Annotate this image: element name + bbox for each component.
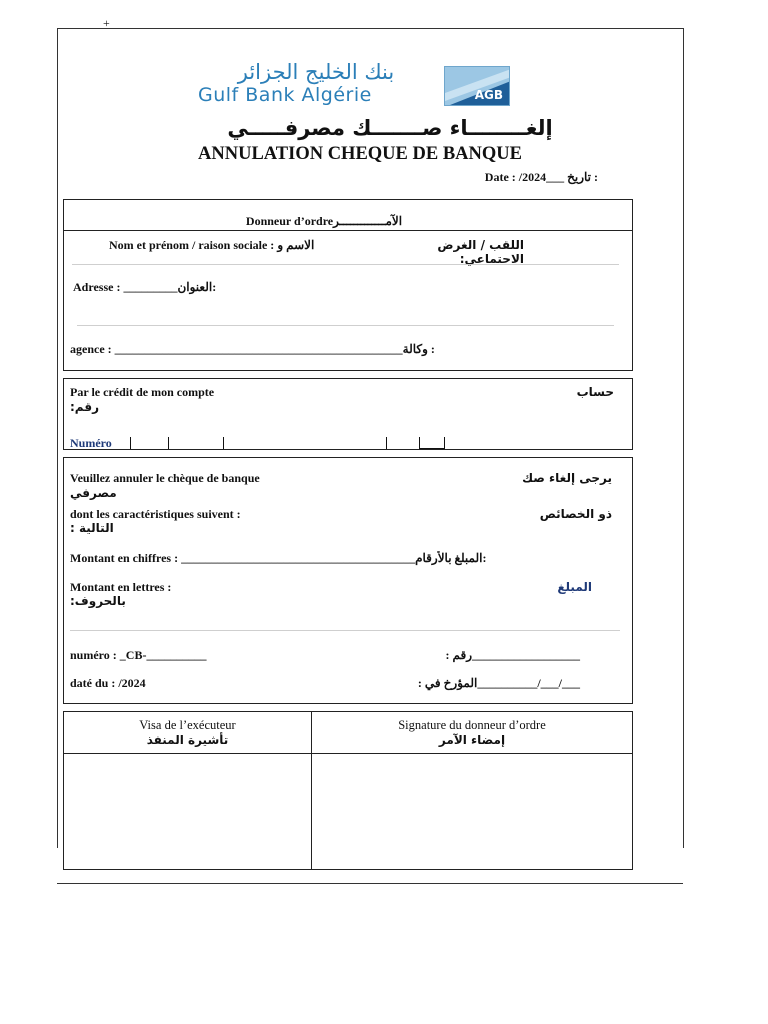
logo-badge-text: AGB [474, 88, 503, 102]
signature-donneur-fr: Signature du donneur d’ordre [398, 718, 546, 732]
donneur-header: Donneur d’ordreالآمـــــــــــــر [245, 214, 403, 228]
montant-lettres-ar2: بالحروف: [70, 594, 126, 608]
compte-ar-right: حساب [576, 385, 614, 399]
nom-underline [72, 264, 619, 265]
account-sep [386, 437, 387, 449]
montant-lettres-ar: المبلغ [557, 580, 592, 594]
page-frame-left [57, 28, 58, 848]
numero-ar: __________________رقم : [445, 648, 580, 662]
numero-label: Numéro [70, 436, 112, 450]
numero-cb: numéro : _CB-__________ [70, 648, 207, 662]
date-ar: ___/___/__________المؤرخ في : [417, 676, 580, 690]
annul-l2-ar2: التالية : [70, 521, 114, 535]
nom-label: Nom et prénom / raison sociale : الاسم و [109, 238, 315, 252]
donneur-header-divider [64, 230, 632, 231]
annul-l1-ar2: مصرفي [70, 486, 117, 500]
visa-executeur-fr: Visa de l’exécuteur [139, 718, 236, 732]
bank-logo [196, 60, 512, 108]
annul-l1-fr: Veuillez annuler le chèque de banque [70, 471, 260, 485]
compte-ar-left: رقم: [70, 400, 99, 414]
annulation-box [63, 457, 633, 704]
account-key-underline [420, 448, 444, 449]
signature-donneur-header [312, 718, 632, 747]
montant-underline [70, 630, 620, 631]
signature-donneur-cell[interactable] [312, 754, 632, 869]
account-sep [444, 437, 445, 449]
page-frame-top [57, 28, 683, 29]
donneur-box [63, 199, 633, 371]
account-sep [223, 437, 224, 449]
logo-arabic-text: بنك الخليج الجزائر [237, 60, 395, 84]
compte-box [63, 378, 633, 450]
page-frame-bottom [57, 883, 683, 884]
montant-lettres-fr: Montant en lettres : [70, 580, 172, 594]
annul-l1-ar: يرجى إلغاء صك [522, 471, 612, 485]
date-line: Date : /2024___ تاريخ : [484, 170, 598, 184]
montant-chiffres: Montant en chiffres : _______________________________________المبلغ بالأرقام: [70, 551, 487, 565]
logo-badge [444, 66, 510, 106]
page-frame-right [683, 28, 684, 848]
visa-executeur-cell[interactable] [64, 754, 311, 869]
corner-mark: + [103, 16, 110, 30]
title-french: ANNULATION CHEQUE DE BANQUE [198, 144, 522, 164]
annul-l2-fr: dont les caractéristiques suivent : [70, 507, 241, 521]
annul-l2-ar: ذو الخصائص [539, 507, 612, 521]
visa-table [63, 711, 633, 870]
nom-label-ar: اللقب / الغرض الاجتماعي: [437, 238, 524, 266]
account-sep [168, 437, 169, 449]
account-number-field[interactable] [130, 437, 450, 449]
signature-donneur-ar: إمضاء الآمر [438, 733, 506, 747]
adresse-underline [77, 325, 614, 326]
visa-executeur-header [64, 718, 311, 747]
visa-executeur-ar: تأشيرة المنفذ [146, 733, 229, 747]
logo-latin-text: Gulf Bank Algérie [198, 84, 372, 106]
compte-fr: Par le crédit de mon compte [70, 385, 215, 399]
adresse-label: Adresse : _________العنوان: [73, 280, 217, 294]
title-arabic: إلغــــــــاء صـــــــك مصرفـــــي [227, 116, 553, 140]
agence-label: agence : ________________________________________________وكالة : [70, 342, 435, 356]
date-du: daté du : /2024 [70, 676, 146, 690]
account-sep [130, 437, 131, 449]
